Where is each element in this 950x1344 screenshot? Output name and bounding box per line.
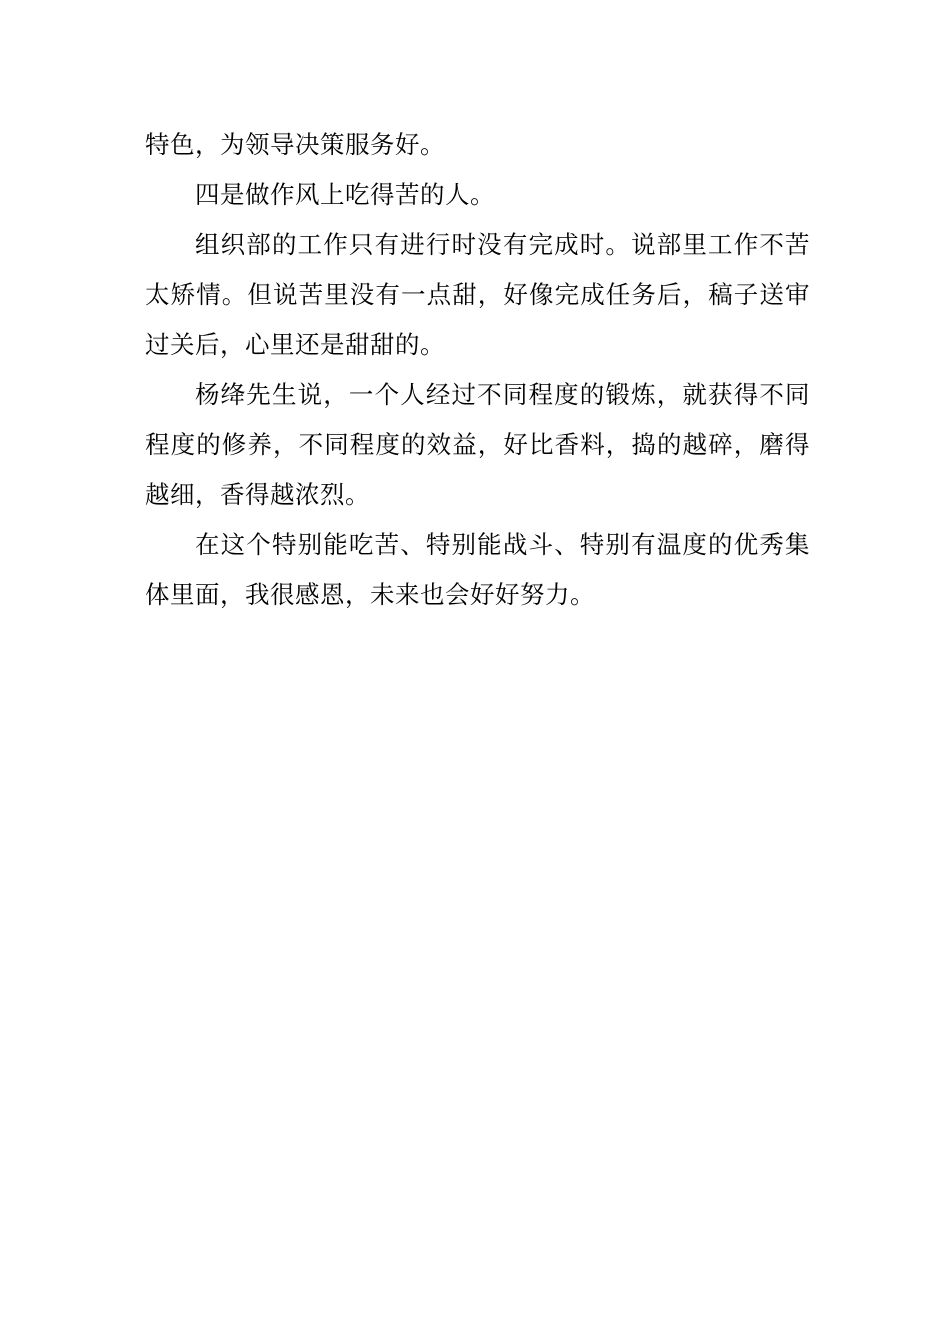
- paragraph: 组织部的工作只有进行时没有完成时。说部里工作不苦太矫情。但说苦里没有一点甜，好像完成任务后，稿子送审过关后，心里还是甜甜的。: [145, 230, 810, 359]
- paragraph: 杨绛先生说，一个人经过不同程度的锻炼，就获得不同程度的修养，不同程度的效益，好比香料，捣的越碎，磨得越细，香得越浓烈。: [145, 380, 810, 509]
- document-body: [145, 120, 810, 620]
- paragraph: 在这个特别能吃苦、特别能战斗、特别有温度的优秀集体里面，我很感恩，未来也会好好努力。: [145, 530, 810, 609]
- paragraph-continuation: 特色，为领导决策服务好。: [145, 130, 445, 159]
- paragraph-heading-point-four: 四是做作风上吃得苦的人。: [195, 180, 495, 209]
